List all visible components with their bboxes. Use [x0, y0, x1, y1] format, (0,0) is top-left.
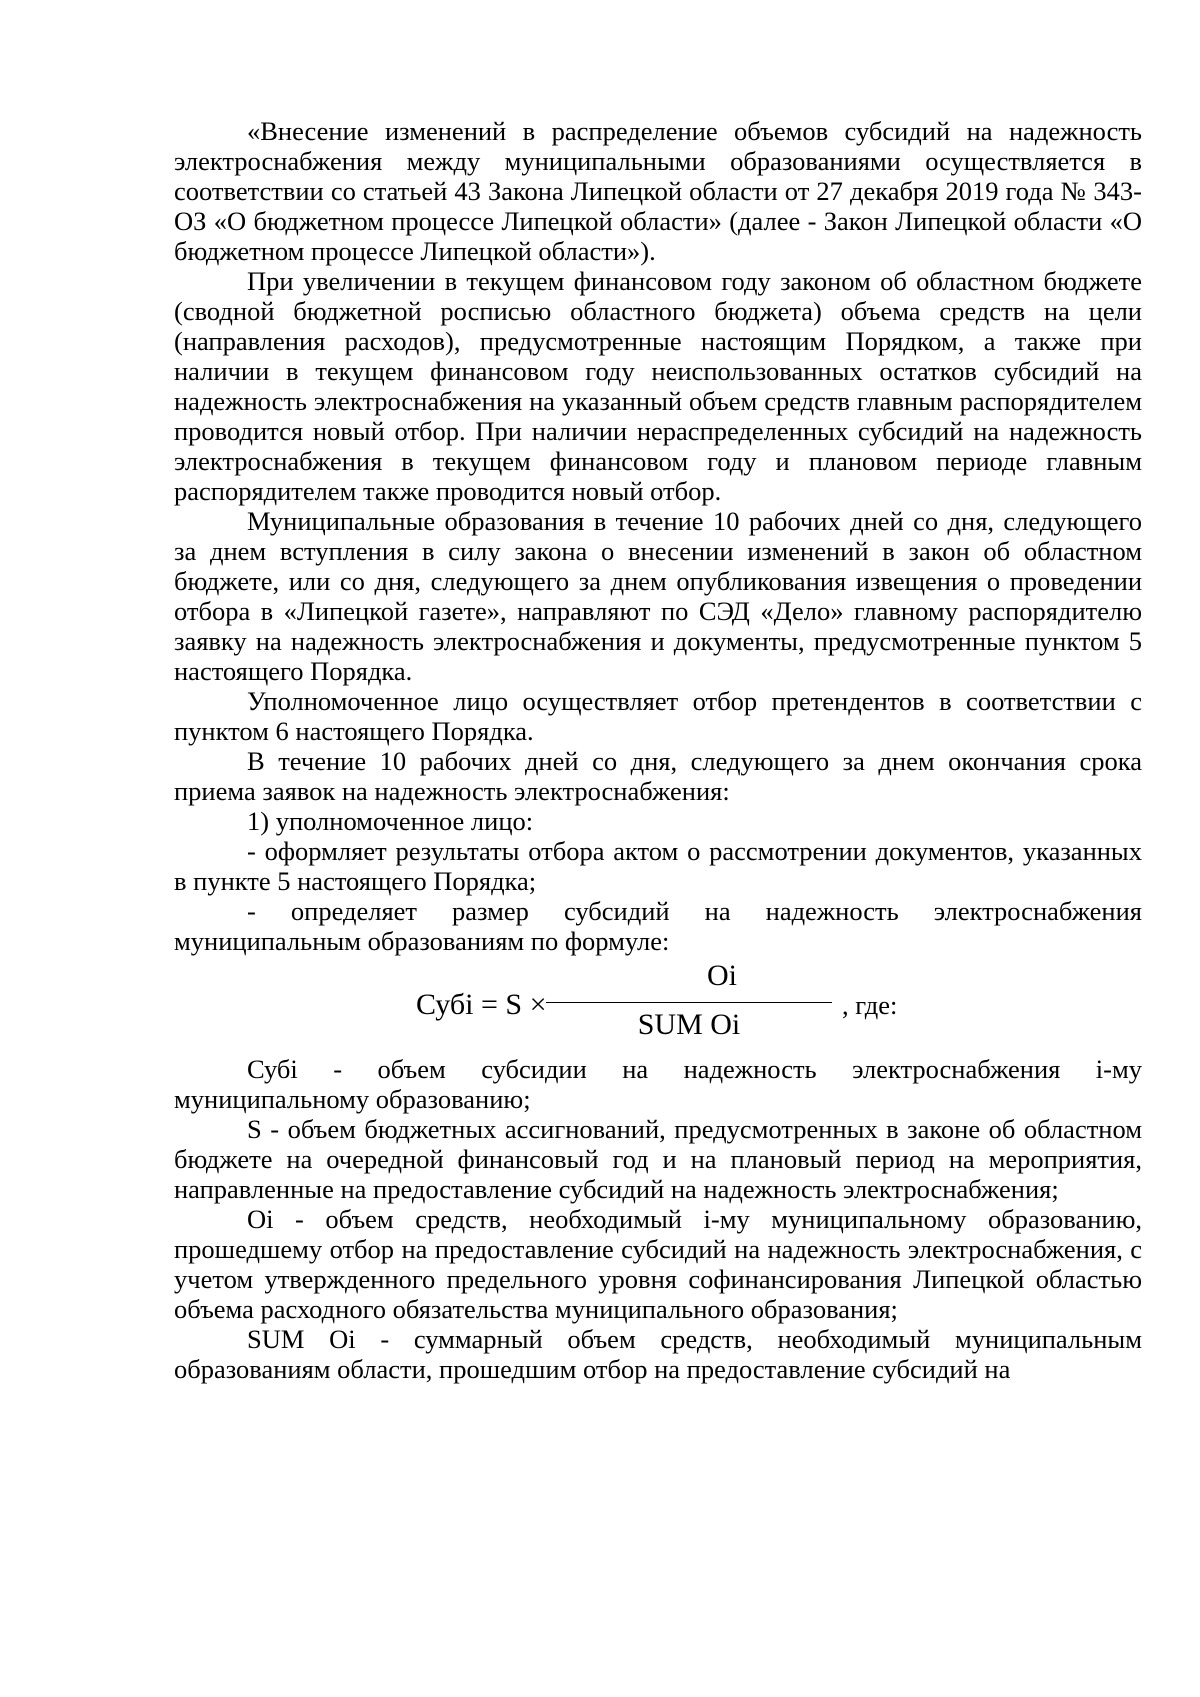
paragraph-redistribution: «Внесение изменений в распределение объемов субсидий на надежность электроснабжения между муниципальными образованиями осуществляется в соответствии со статьей 43 Закона Липецкой области от 27 декабря 2019 года № 343-ОЗ «О бюджетном процессе Липецкой области» (далее - Закон Липецкой области «О бюджетном процессе Липецкой области»). [174, 116, 1142, 266]
list-item-authorized-person: 1) уполномоченное лицо: [247, 806, 534, 836]
subsidy-formula [174, 956, 1142, 1054]
paragraph-new-selection: При увеличении в текущем финансовом году законом об областном бюджете (сводной бюджетной росписью областного бюджета) объема средств на цели (направления расходов), предусмотренные настоящим Порядком, а также при наличии в текущем финансовом году неиспользованных остатков субсидий на надежность электроснабжения на указанный объем средств главным распорядителем проводится новый отбор. При наличии нераспределенных субсидий на надежность электроснабжения в текущем финансовом году и плановом периоде главным распорядителем также проводится новый отбор. [174, 266, 1142, 506]
definition-oi: Oi - объем средств, необходимый i-му муниципальному образованию, прошедшему отбор на предоставление субсидий на надежность электроснабжения, с учетом утвержденного предельного уровня софинансирования Липецкой областью объема расходного обязательства муниципального образования; [174, 1204, 1142, 1324]
paragraph-selection: Уполномоченное лицо осуществляет отбор претендентов в соответствии с пунктом 6 настоящего Порядка. [174, 686, 1142, 746]
formula-lhs: Субi = S × [416, 988, 547, 1021]
paragraph-application-submission: Муниципальные образования в течение 10 рабочих дней со дня, следующего за днем вступления в силу закона о внесении изменений в закон об областном бюджете, или со дня, следующего за днем опубликования извещения о проведении отбора в «Липецкой газете», направляют по СЭД «Дело» главному распорядителю заявку на надежность электроснабжения и документы, предусмотренные пунктом 5 настоящего Порядка. [174, 506, 1142, 686]
definition-s: S - объем бюджетных ассигнований, предусмотренных в законе об областном бюджете на очередной финансовый год и на плановый период на мероприятия, направленные на предоставление субсидий на надежность электроснабжения; [174, 1114, 1142, 1204]
list-item-act-results: - оформляет результаты отбора актом о рассмотрении документов, указанных в пункте 5 настоящего Порядка; [174, 836, 1142, 896]
paragraph-deadline: В течение 10 рабочих дней со дня, следующего за днем окончания срока приема заявок на надежность электроснабжения: [174, 746, 1142, 806]
definition-subi: Субi - объем субсидии на надежность электроснабжения i-му муниципальному образованию; [174, 1054, 1142, 1114]
definition-sum-oi: SUM Oi - суммарный объем средств, необходимый муниципальным образованиям области, прошедшим отбор на предоставление субсидий на [174, 1324, 1142, 1384]
formula-suffix: , где: [842, 990, 898, 1020]
fraction-bar [546, 1002, 832, 1003]
document-body [174, 116, 1142, 1384]
formula-denominator: SUM Oi [637, 1008, 741, 1041]
formula-numerator: Oi [707, 959, 737, 992]
list-item-formula-intro: - определяет размер субсидий на надежность электроснабжения муниципальным образованиям по формуле: [174, 896, 1142, 956]
